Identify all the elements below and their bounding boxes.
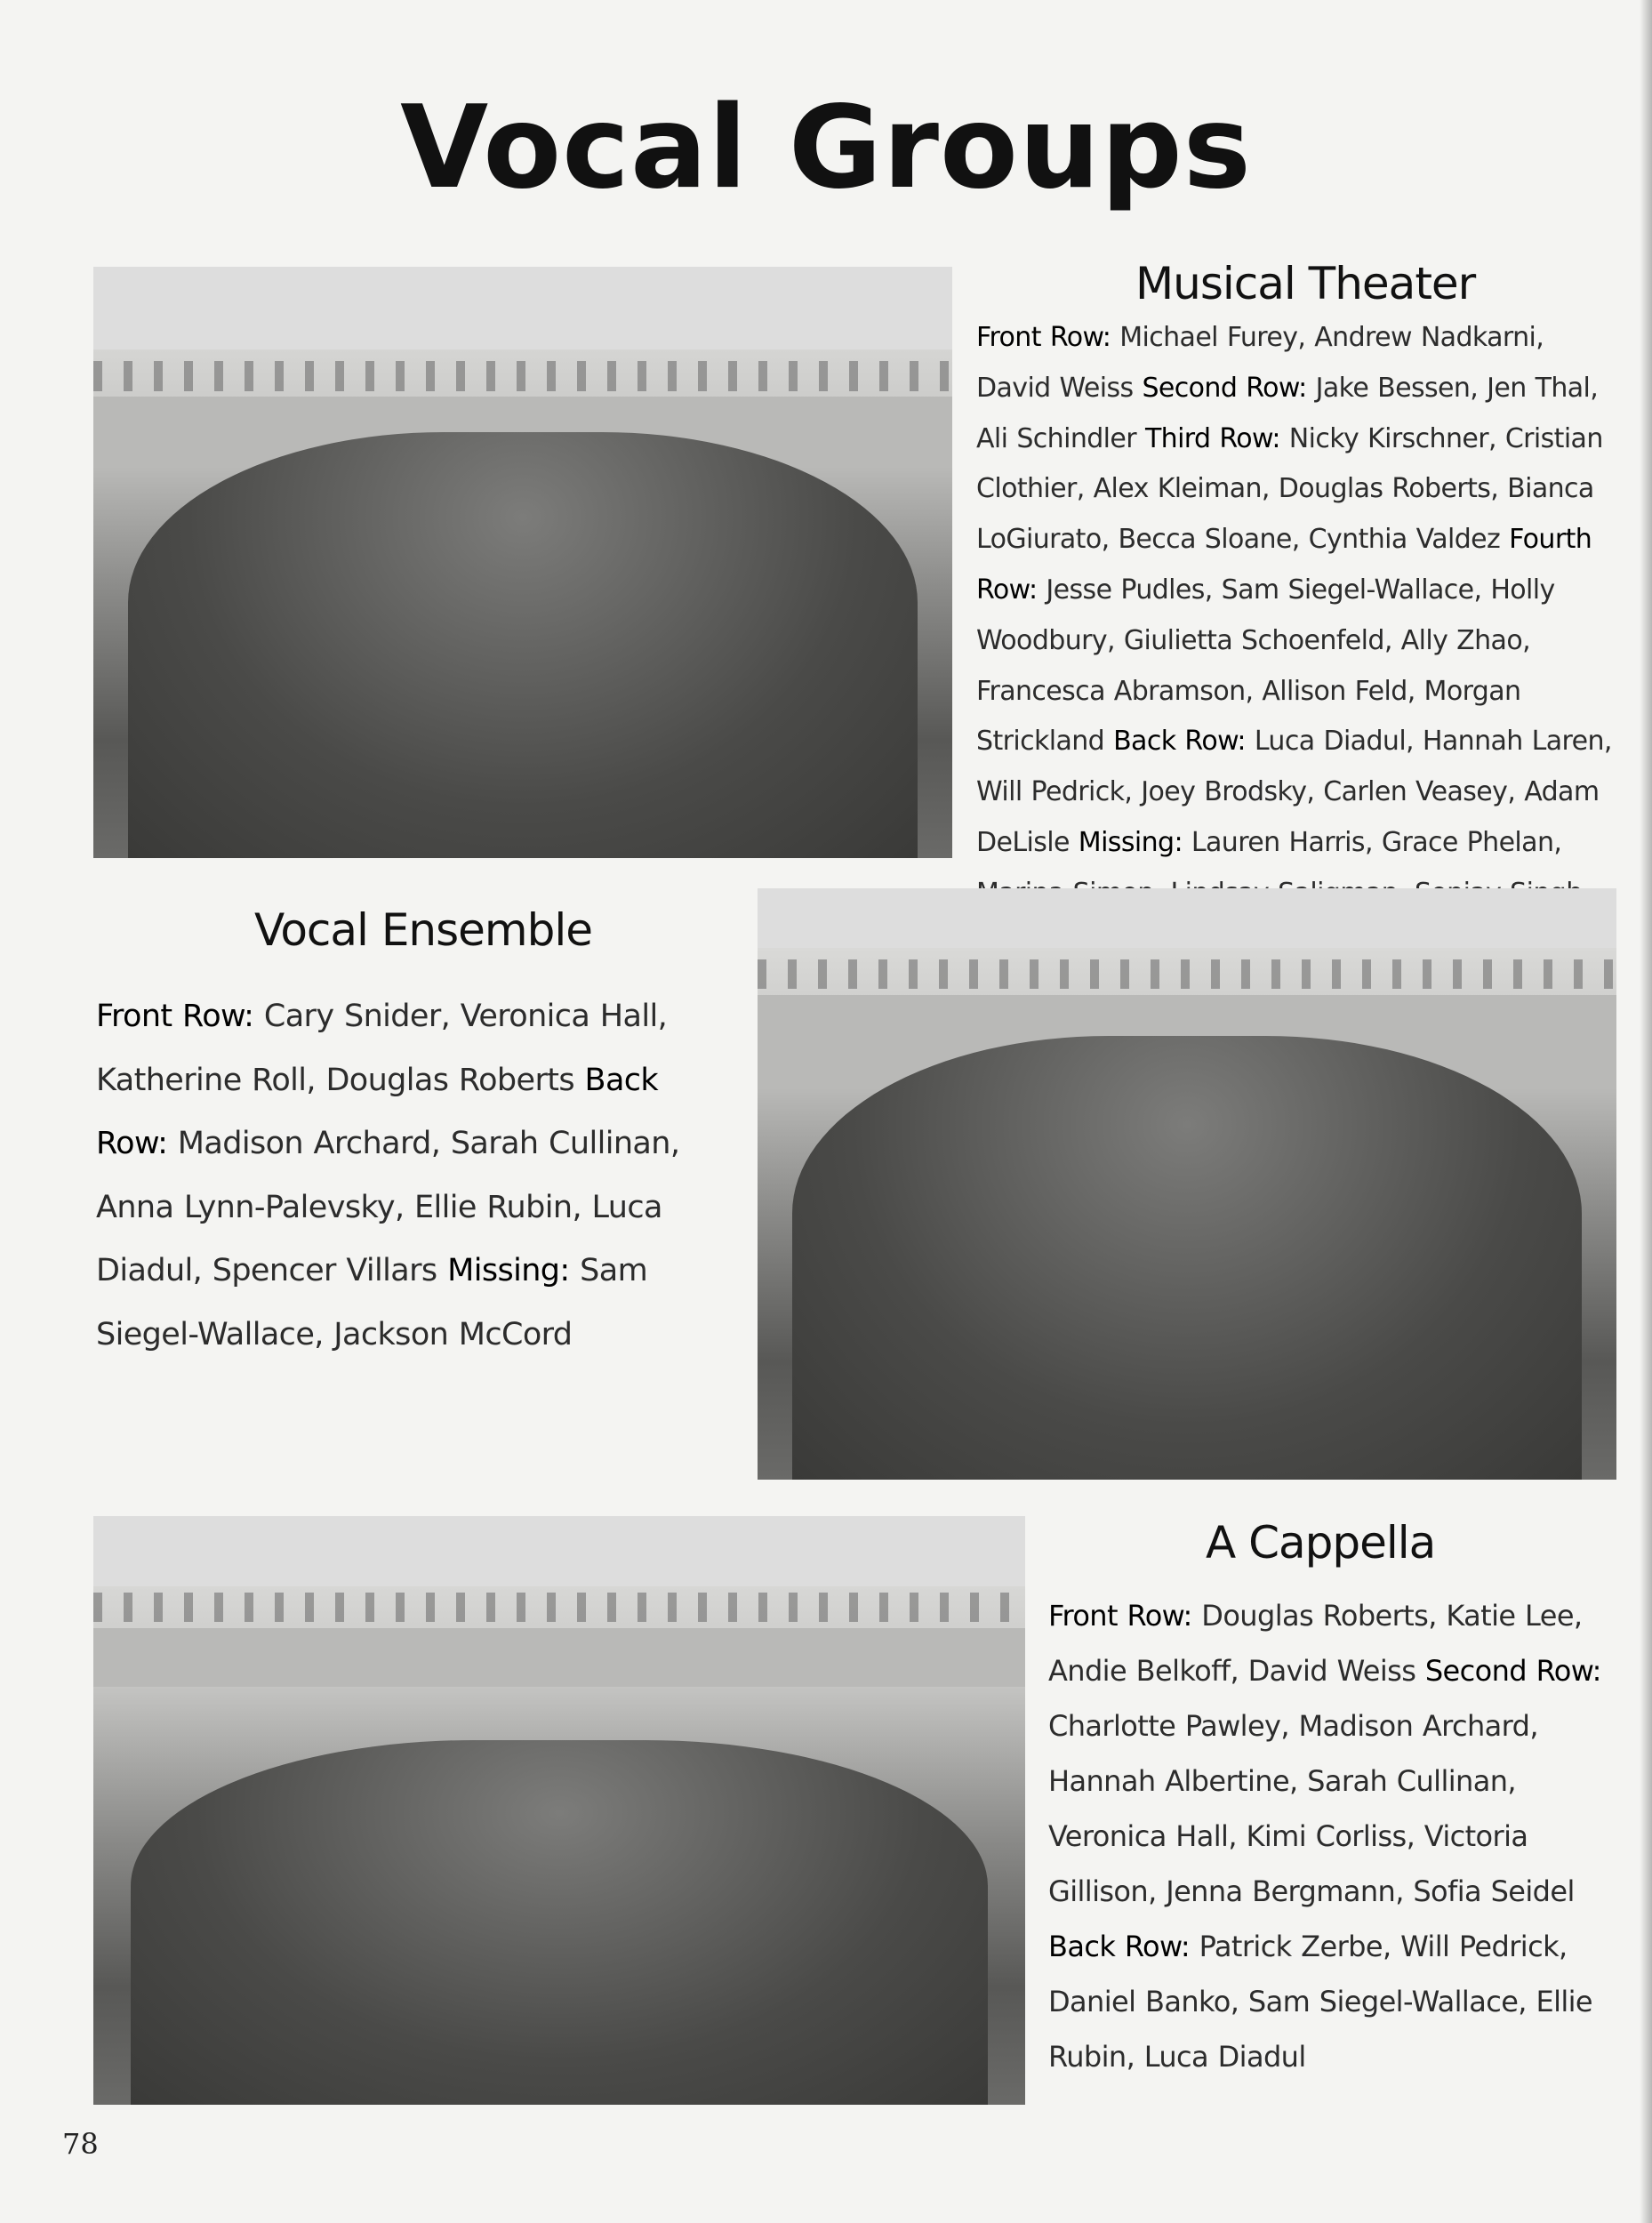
page-title: Vocal Groups (400, 82, 1252, 214)
row-label: Front Row: (96, 999, 254, 1034)
row-label: Third Row: (1144, 422, 1280, 454)
row-label: Second Row: (1142, 372, 1307, 404)
row-names: Madison Archard, Sarah Cullinan, Anna Lynn-Palevsky, Ellie Rubin, Luca Diadul, Spencer Villars (96, 1126, 680, 1288)
row-label: Back Row: (96, 1062, 659, 1161)
vocal-ensemble-caption (96, 985, 718, 1367)
a-cappella-photo (93, 1516, 1025, 2105)
row-names: Nicky Kirschner, Cristian Clothier, Alex Kleiman, Douglas Roberts, Bianca LoGiurato, Becca Sloane, Cynthia Valdez (976, 422, 1603, 556)
row-label: Front Row: (1048, 1599, 1192, 1633)
row-names: Luca Diadul, Hannah Laren, Will Pedrick, Joey Brodsky, Carlen Veasey, Adam DeLisle (976, 726, 1612, 858)
musical-theater-title: Musical Theater (1135, 258, 1476, 309)
page-edge-shadow (1640, 0, 1652, 2223)
row-names: Sam Siegel-Wallace, Jackson McCord (96, 1253, 648, 1352)
row-names: Lauren Harris, Grace Phelan, (1191, 826, 1562, 858)
vocal-ensemble-title: Vocal Ensemble (254, 904, 593, 956)
row-label: Fourth Row: (976, 524, 1592, 606)
vocal-ensemble-photo (758, 888, 1616, 1480)
row-label: Back Row: (1048, 1930, 1191, 1963)
row-label: Missing: (447, 1253, 570, 1288)
row-names: Michael Furey, Andrew Nadkarni, David Weiss (976, 322, 1544, 404)
a-cappella-caption (1048, 1588, 1614, 2084)
row-label: Missing: (1078, 826, 1183, 858)
row-names: Charlotte Pawley, Madison Archard, Hannah Albertine, Sarah Cullinan, Veronica Hall, Kimi Corliss, Victoria Gillison, Jenna Bergmann, Sofia Seidel (1048, 1709, 1575, 1908)
row-names: Jake Bessen, Jen Thal, Ali Schindler (976, 372, 1599, 454)
page-number: 78 (62, 2127, 99, 2161)
row-names: Cary Snider, Veronica Hall, Katherine Roll, Douglas Roberts (96, 999, 668, 1098)
musical-theater-caption (976, 313, 1616, 969)
row-label: Front Row: (976, 322, 1111, 353)
a-cappella-title: A Cappella (1206, 1517, 1436, 1569)
musical-theater-photo (93, 267, 952, 858)
row-names: Patrick Zerbe, Will Pedrick, Daniel Banko, Sam Siegel-Wallace, Ellie Rubin, Luca Diadul (1048, 1930, 1593, 2074)
row-label: Second Row: (1424, 1654, 1601, 1688)
row-names: Jesse Pudles, Sam Siegel-Wallace, Holly Woodbury, Giulietta Schoenfeld, Ally Zhao, Francesca Abramson, Allison Feld, Morgan Strickland (976, 574, 1555, 758)
row-label: Back Row: (1113, 726, 1246, 758)
row-names: Douglas Roberts, Katie Lee, Andie Belkoff, David Weiss (1048, 1599, 1583, 1688)
